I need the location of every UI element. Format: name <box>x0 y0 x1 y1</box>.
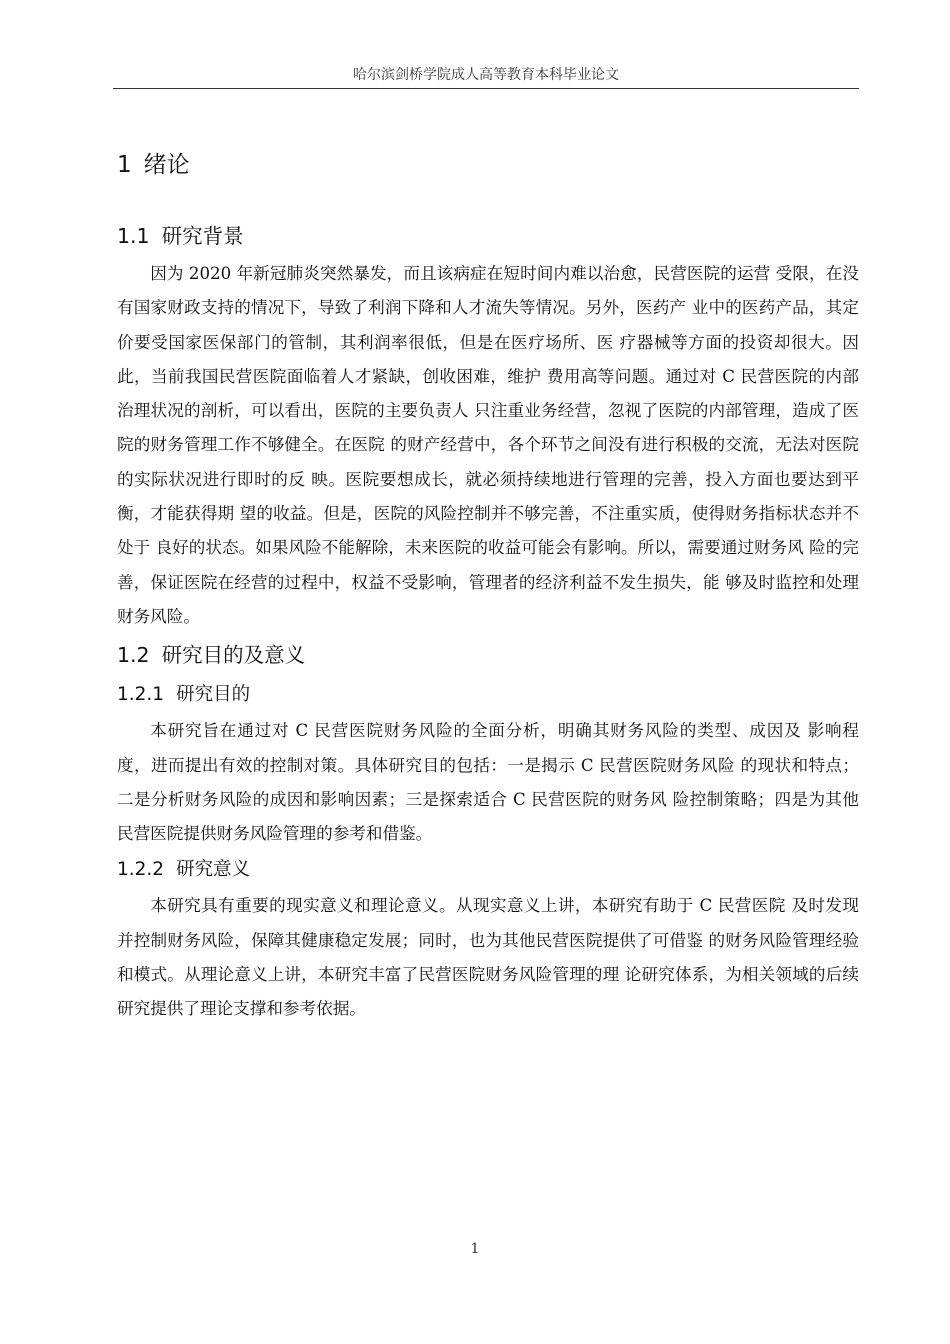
chapter-title: 绪论 <box>143 152 190 178</box>
subsection-heading-significance <box>117 851 859 889</box>
page-number: 1 <box>470 1241 480 1257</box>
subsection-title: 研究意义 <box>176 859 251 881</box>
section-heading-background <box>117 215 859 257</box>
section-title: 研究目的及意义 <box>161 643 306 668</box>
goal-paragraph: 本研究旨在通过对 C 民营医院财务风险的全面分析，明确其财务风险的类型、成因及 影响程度，进而提出有效的控制对策。具体研究目的包括：一是揭示 C 民营医院财务风险 的现状和特点；二是分析财务风险的成因和影响因素；三是探索适合 C 民营医院的财务风 险控制策略；四是为其他民营医院提供财务风险管理的参考和借鉴。 <box>117 721 859 844</box>
header-divider <box>113 88 859 89</box>
section-number: 1.2 <box>117 643 150 668</box>
section-number: 1.1 <box>117 224 150 248</box>
subsection-number: 1.2.2 <box>117 859 165 881</box>
background-paragraph: 因为 2020 年新冠肺炎突然暴发，而且该病症在短时间内难以治愈，民营医院的运营 受限，在没有国家财政支持的情况下，导致了利润下降和人才流失等情况。另外，医药产 业中的医药产品，其定价要受国家医保部门的管制，其利润率很低，但是在医疗场所、医 疗器械等方面的投资却很大。因此，当前我国民营医院面临着人才紧缺，创收困难，维护 费用高等问题。通过对 C 民营医院的内部治理状况的剖析，可以看出，医院的主要负责人 只注重业务经营，忽视了医院的内部管理，造成了医院的财务管理工作不够健全。在医院 的财产经营中，各个环节之间没有进行积极的交流，无法对医院的实际状况进行即时的反 映。医院要想成长，就必须持续地进行管理的完善，投入方面也要达到平衡，才能获得期 望的收益。但是，医院的风险控制并不够完善，不注重实质，使得财务指标状态并不处于 良好的状态。如果风险不能解除，未来医院的收益可能会有影响。所以，需要通过财务风 险的完善，保证医院在经营的过程中，权益不受影响，管理者的经济利益不发生损失，能 够及时监控和处理财务风险。 <box>117 264 859 626</box>
page-header: 哈尔滨剑桥学院成人高等教育本科毕业论文 <box>353 67 619 83</box>
chapter-number: 1 <box>117 152 132 178</box>
section-title: 研究背景 <box>161 224 244 248</box>
subsection-title: 研究目的 <box>176 684 251 706</box>
subsection-number: 1.2.1 <box>117 684 165 706</box>
section-heading-purpose <box>117 634 859 676</box>
subsection-heading-goal <box>117 676 859 714</box>
chapter-heading <box>117 140 859 190</box>
significance-paragraph: 本研究具有重要的现实意义和理论意义。从现实意义上讲，本研究有助于 C 民营医院 及时发现并控制财务风险，保障其健康稳定发展；同时，也为其他民营医院提供了可借鉴 的财务风险管理经验和模式。从理论意义上讲，本研究丰富了民营医院财务风险管理的理 论研究体系，为相关领域的后续研究提供了理论支撑和参考依据。 <box>117 896 859 1019</box>
document-body <box>117 140 859 1027</box>
